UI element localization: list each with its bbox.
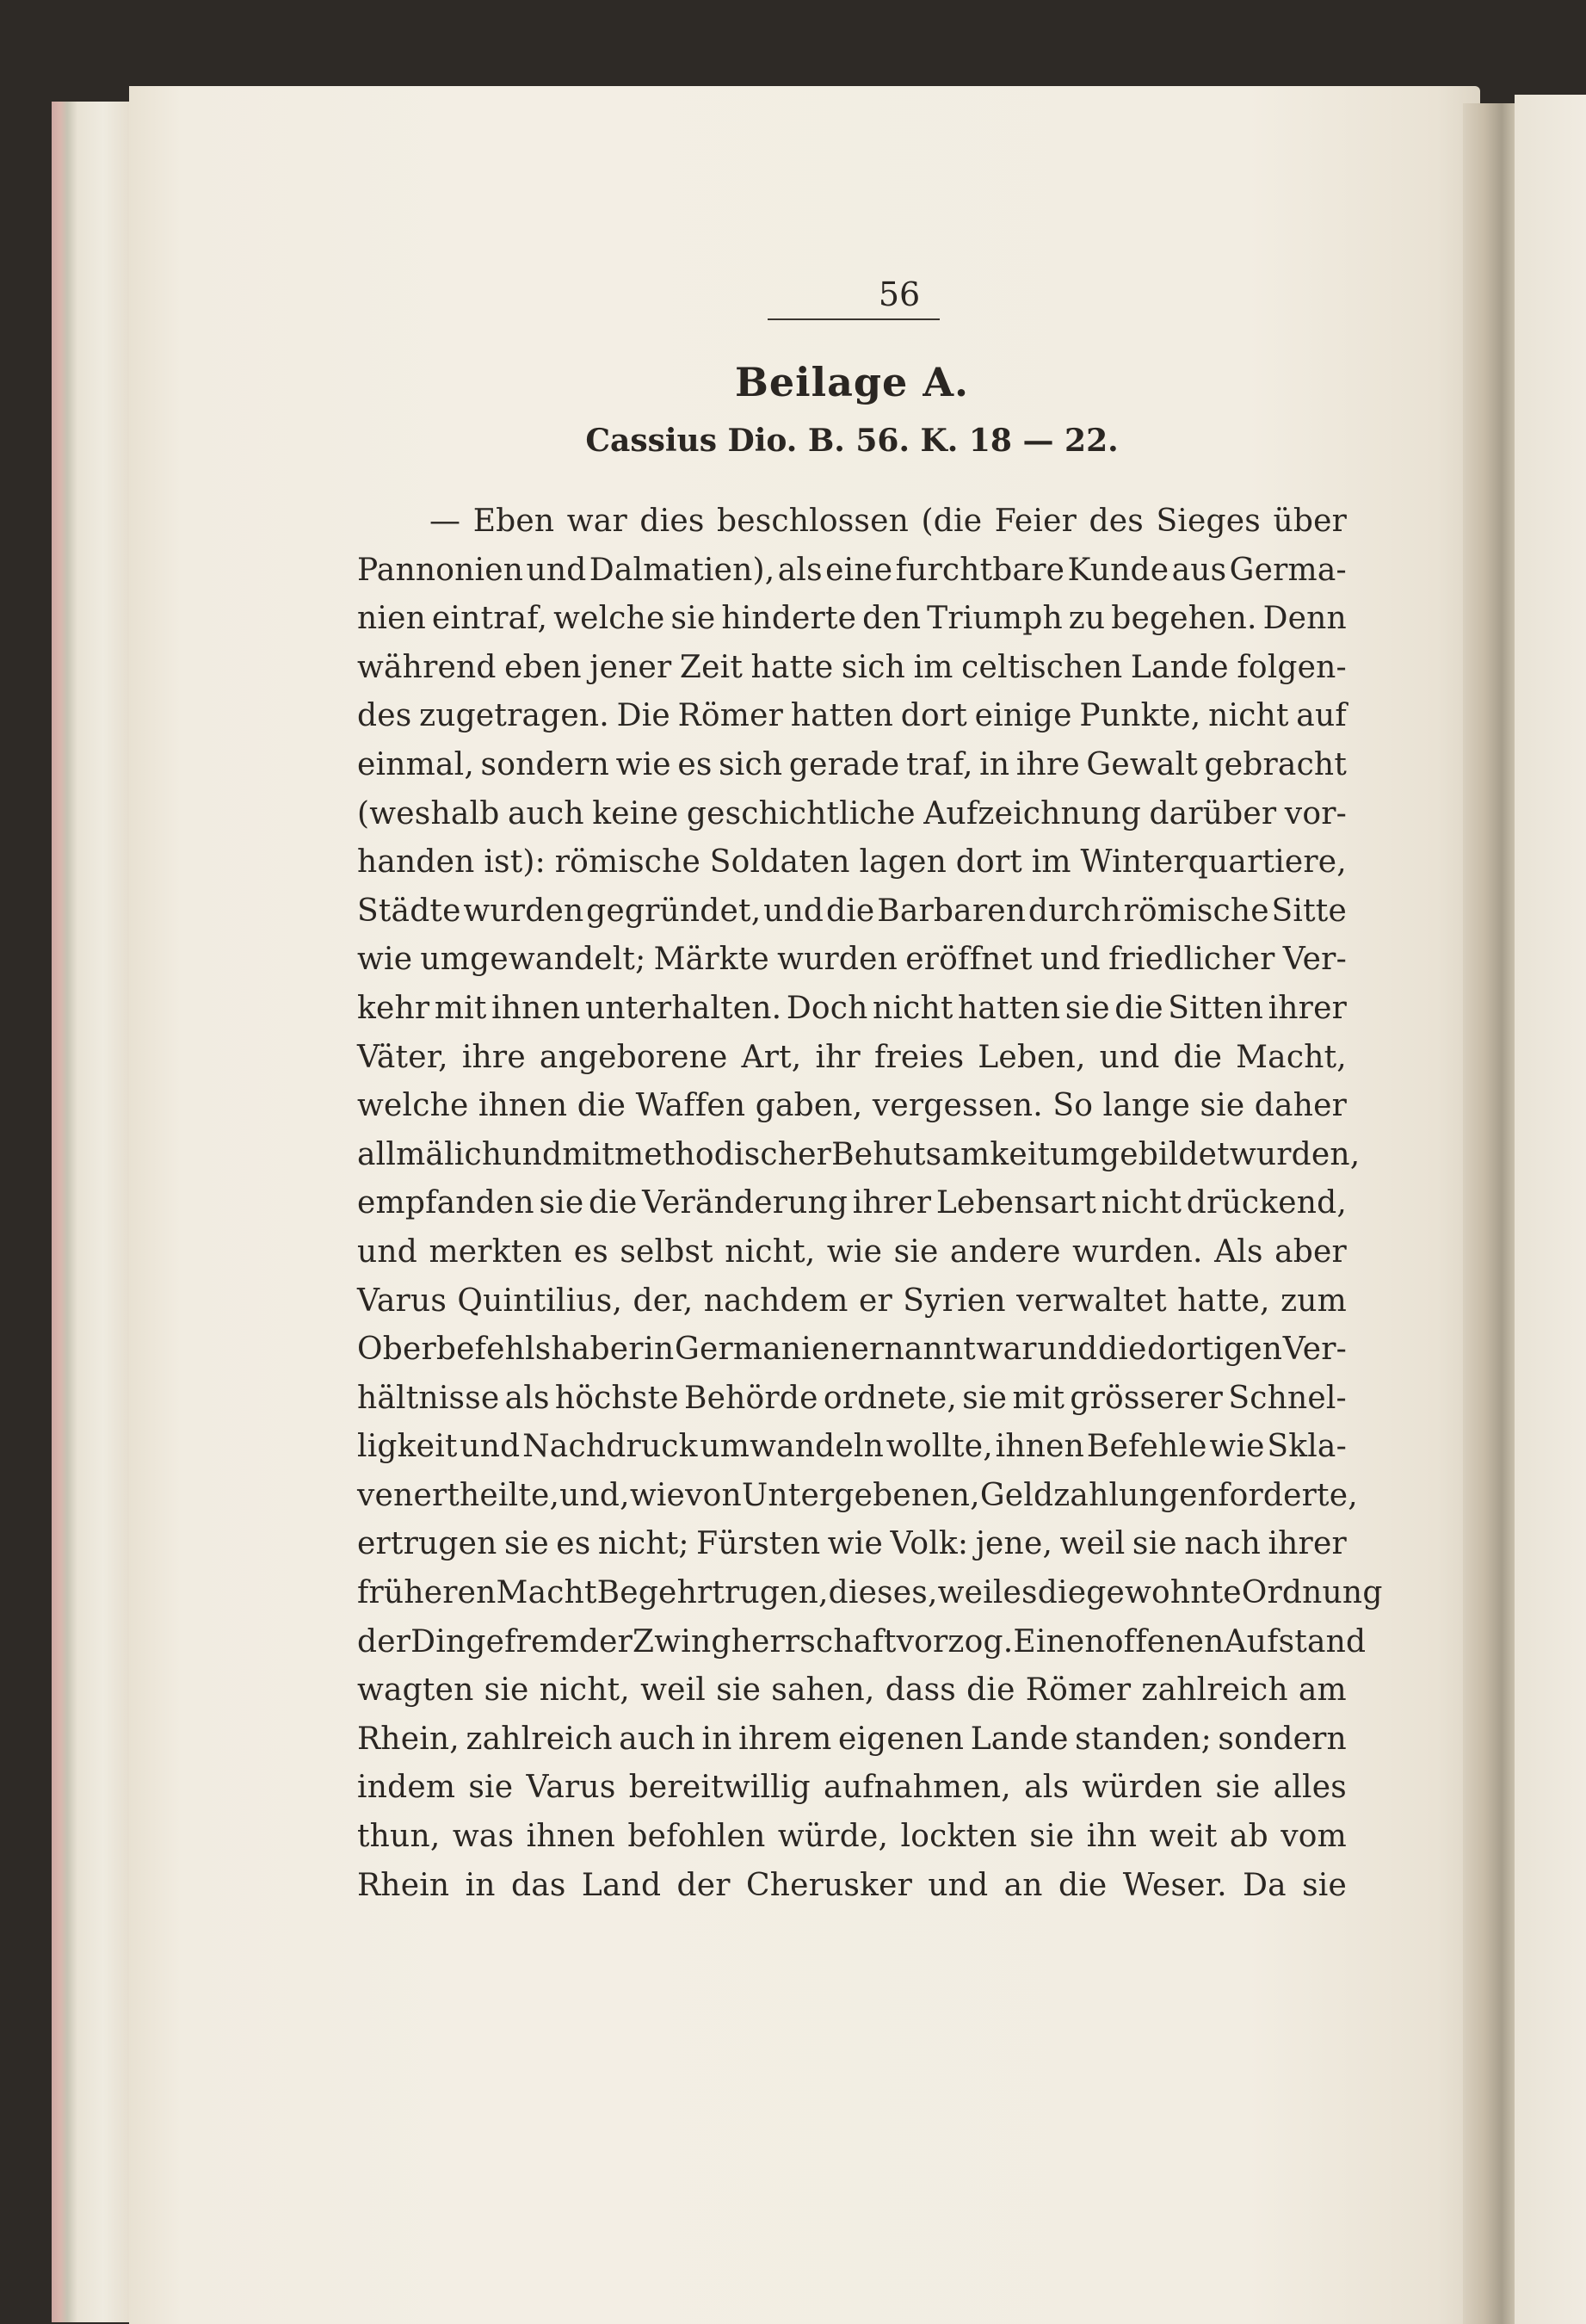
text-line: Pannonien und Dalmatien), als eine furchtbare Kunde aus Germa- (357, 552, 1347, 588)
book-page-edges (52, 102, 133, 2322)
appendix-heading: Beilage A. (734, 359, 970, 405)
text-line: hältnisse als höchste Behörde ordnete, sie mit grösserer Schnel- (357, 1380, 1347, 1416)
text-line: handen ist): römische Soldaten lagen dort im Winterquartiere, (357, 844, 1347, 881)
text-line: wagten sie nicht, weil sie sahen, dass die Römer zahlreich am (357, 1672, 1347, 1709)
text-line: des zugetragen. Die Römer hatten dort einige Punkte, nicht auf (357, 698, 1347, 734)
source-citation: Cassius Dio. B. 56. K. 18 — 22. (585, 423, 1119, 459)
text-line: — Eben war dies beschlossen (die Feier des Sieges über (429, 504, 1347, 539)
text-line: indem sie Varus bereitwillig aufnahmen, als würden sie alles (357, 1770, 1347, 1806)
text-line: Rhein in das Land der Cherusker und an die Weser. Da sie (357, 1867, 1347, 1903)
text-line: und merkten es selbst nicht, wie sie andere wurden. Als aber (357, 1233, 1347, 1270)
text-line: ven ertheilte, und, wie von Untergebenen, Geldzahlungen forderte, (357, 1477, 1358, 1513)
text-line: ligkeit und Nachdruck umwandeln wollte, ihnen Befehle wie Skla- (357, 1429, 1347, 1465)
page-number: 56 (878, 275, 921, 313)
text-line: Väter, ihre angeborene Art, ihr freies Leben, und die Macht, (357, 1039, 1347, 1075)
text-line: Städte wurden gegründet, und die Barbaren durch römische Sitte (357, 893, 1347, 929)
text-line: allmälich und mit methodischer Behutsamkeit umgebildet wurden, (357, 1136, 1361, 1172)
facing-page-edge (1515, 95, 1586, 2324)
text-line: Rhein, zahlreich auch in ihrem eigenen Lande standen; sondern (357, 1721, 1347, 1757)
text-line: kehr mit ihnen unterhalten. Doch nicht hatten sie die Sitten ihrer (357, 990, 1347, 1026)
text-line: der Dinge fremder Zwingherrschaft vorzog. Einen offenen Aufstand (357, 1623, 1367, 1660)
text-line: (weshalb auch keine geschichtliche Aufzeichnung darüber vor- (357, 795, 1347, 831)
text-line: wie umgewandelt; Märkte wurden eröffnet und friedlicher Ver- (357, 942, 1347, 978)
text-line: empfanden sie die Veränderung ihrer Lebensart nicht drückend, (357, 1185, 1347, 1221)
page-content (357, 275, 1383, 1910)
text-line: thun, was ihnen befohlen würde, lockten sie ihn weit ab vom (357, 1819, 1347, 1855)
text-line: Varus Quintilius, der, nachdem er Syrien verwaltet hatte, zum (357, 1283, 1347, 1319)
text-line: ertrugen sie es nicht; Fürsten wie Volk: jene, weil sie nach ihrer (357, 1526, 1347, 1562)
text-line: einmal, sondern wie es sich gerade traf, in ihre Gewalt gebracht (357, 746, 1347, 782)
page-number-rule (768, 318, 940, 320)
text-line: Oberbefehlshaber in Germanien ernannt war und die dortigen Ver- (357, 1332, 1347, 1368)
body-text (357, 498, 1383, 1910)
text-line: früheren Macht Begehr trugen, dieses, weil es die gewohnte Ordnung (357, 1575, 1383, 1611)
text-line: nien eintraf, welche sie hinderte den Triumph zu begehen. Denn (357, 601, 1347, 637)
text-line: während eben jener Zeit hatte sich im celtischen Lande folgen- (357, 649, 1347, 685)
text-line: welche ihnen die Waffen gaben, vergessen. So lange sie daher (357, 1088, 1347, 1124)
